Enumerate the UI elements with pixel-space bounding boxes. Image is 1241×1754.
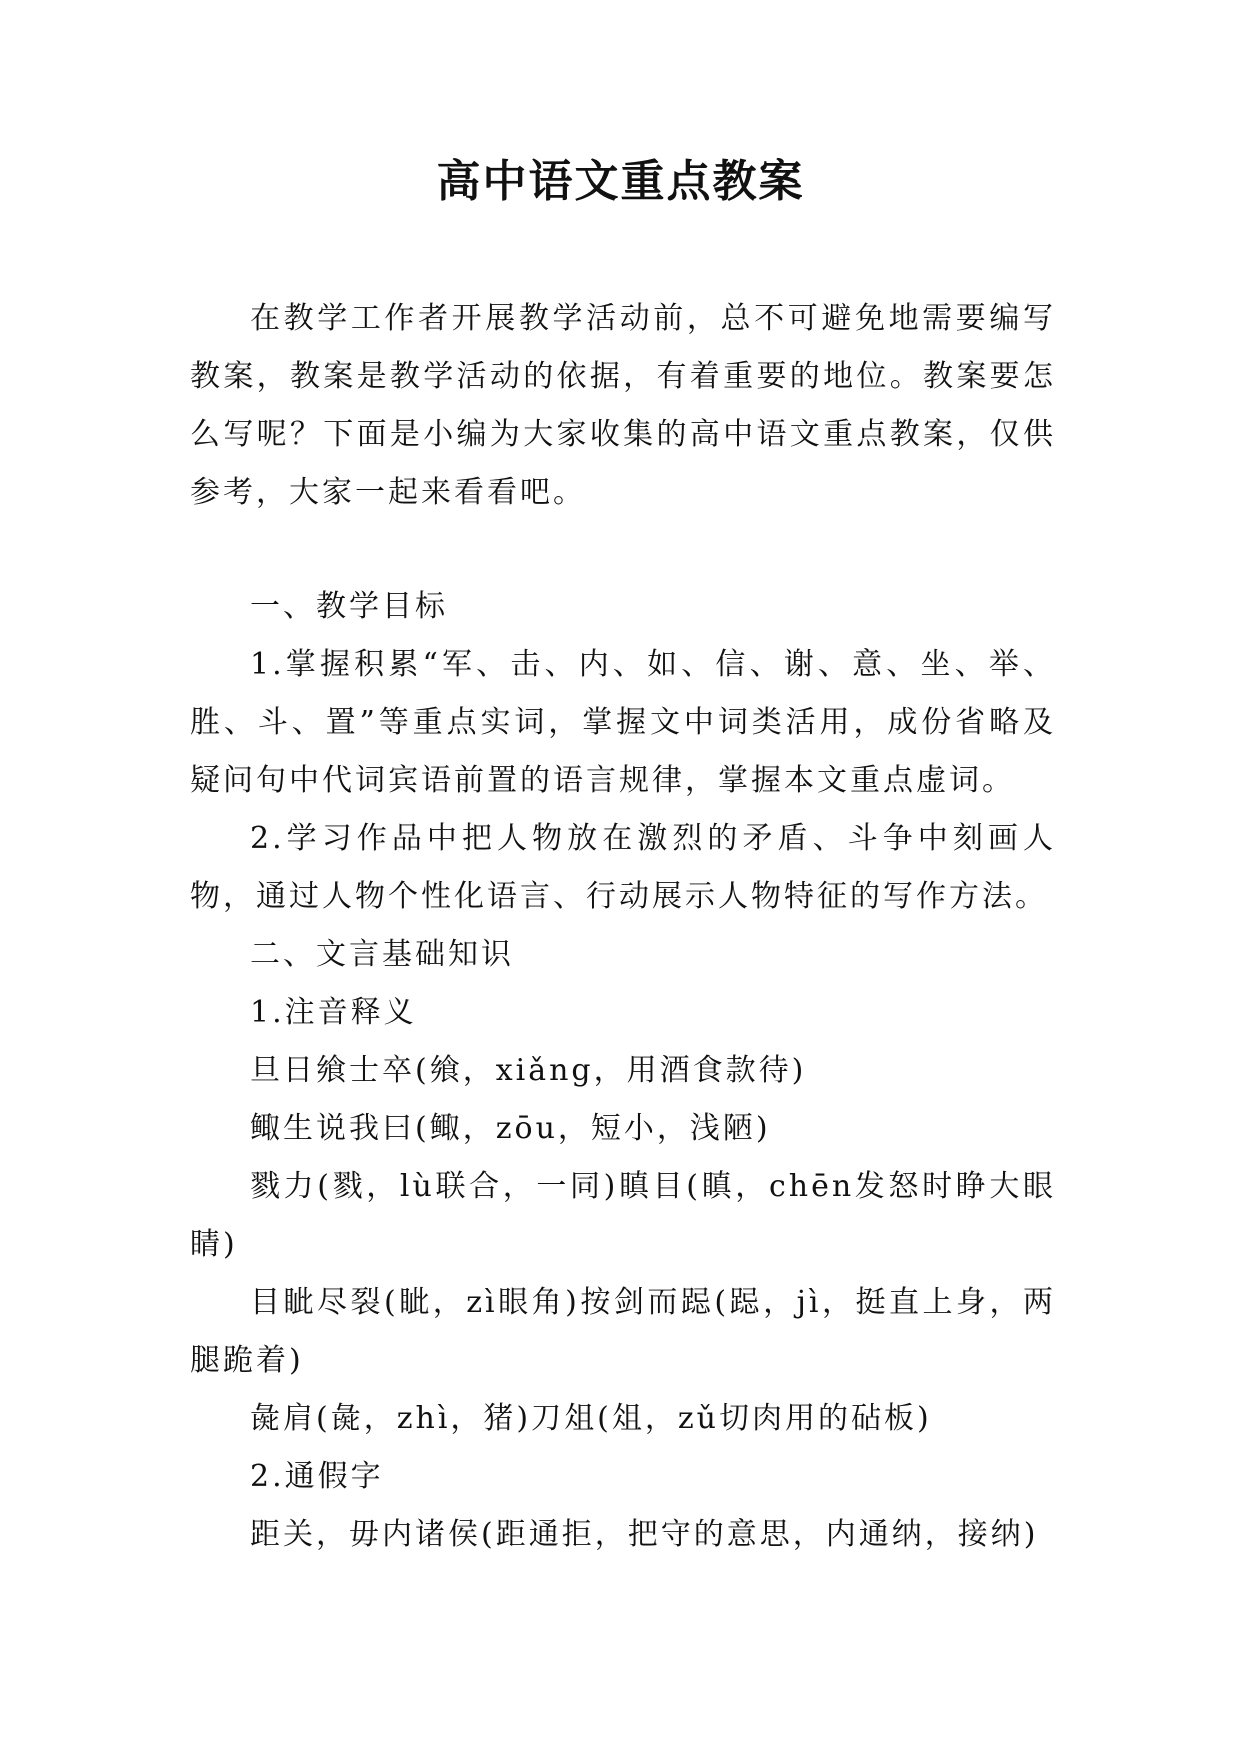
vocab-item: 彘肩(彘，zhì，猪)刀俎(俎，zǔ切肉用的砧板) [250, 1401, 932, 1436]
vocab-item: 鲰生说我曰(鲰，zōu，短小，浅陋) [250, 1111, 771, 1146]
vocab-item: 目眦尽裂(眦，zì眼角)按剑而跽(跽，jì，挺直上身，两腿跪着) [190, 1285, 1056, 1378]
tongjia-item: 距关，毋内诸侯(距通拒，把守的意思，内通纳，接纳) [250, 1517, 1039, 1552]
document-body [190, 290, 1056, 1564]
intro-paragraph: 在教学工作者开展教学活动前，总不可避免地需要编写教案，教案是教学活动的依据，有着重要的地位。教案要怎么写呢？下面是小编为大家收集的高中语文重点教案，仅供参考，大家一起来看看吧。 [190, 301, 1056, 510]
goal-item-2: 2.学习作品中把人物放在激烈的矛盾、斗争中刻画人物，通过人物个性化语言、行动展示人物特征的写作方法。 [190, 821, 1056, 914]
paragraph-spacer [190, 522, 1056, 578]
vocab-item: 戮力(戮，lù联合，一同)瞋目(瞋，chēn发怒时睁大眼睛) [190, 1169, 1056, 1262]
heading-teaching-goals: 一、教学目标 [250, 589, 448, 624]
goal-item-1: 1.掌握积累“军、击、内、如、信、谢、意、坐、举、胜、斗、置”等重点实词，掌握文中词类活用，成份省略及疑问句中代词宾语前置的语言规律，掌握本文重点虚词。 [190, 647, 1056, 798]
subheading-pronunciation: 1.注音释义 [250, 995, 417, 1030]
vocab-item: 旦日飨士卒(飨，xiǎng，用酒食款待) [250, 1053, 807, 1088]
heading-classical-basics: 二、文言基础知识 [250, 937, 514, 972]
document-title: 高中语文重点教案 [436, 156, 805, 207]
subheading-tongjia: 2.通假字 [250, 1459, 384, 1494]
